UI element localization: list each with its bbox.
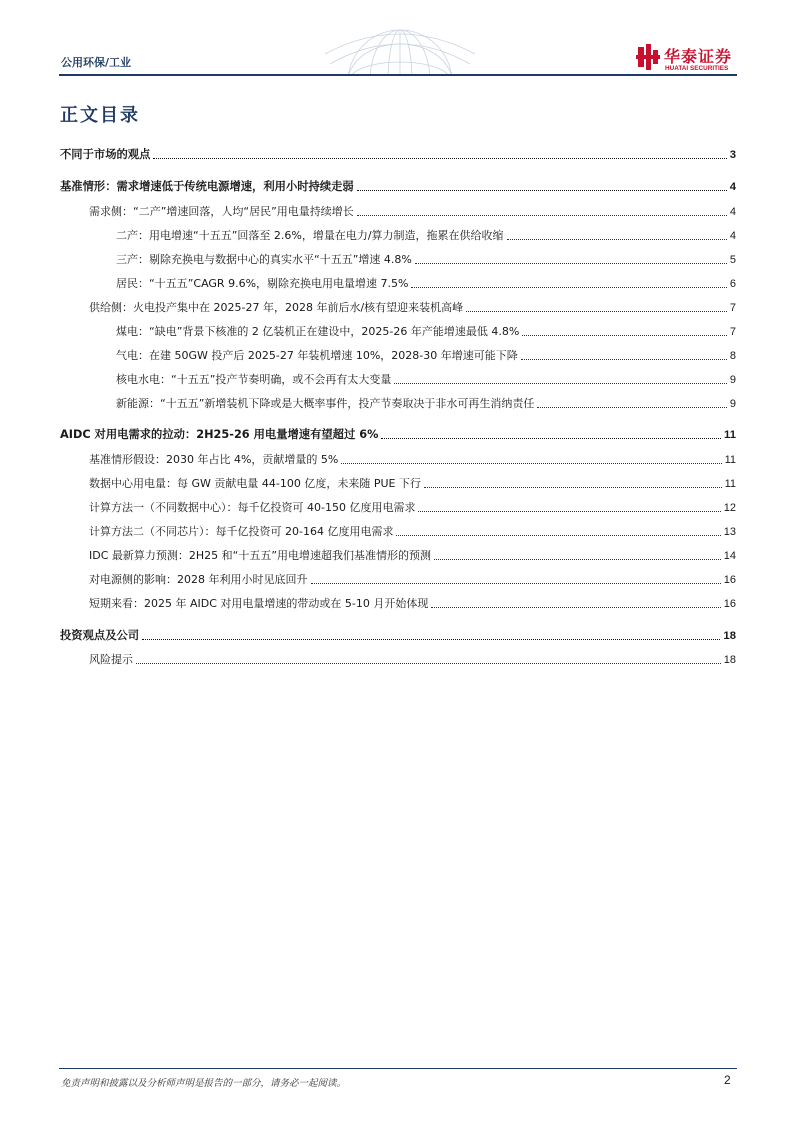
toc-entry-text: 风险提示 — [89, 653, 133, 666]
toc-entry-text: 核电水电：“十五五”投产节奏明确，或不会再有太大变量 — [116, 373, 392, 386]
toc-entry[interactable] — [116, 371, 736, 387]
toc-entry-text: 投资观点及公司 — [60, 629, 140, 642]
toc-entry-page: 11 — [724, 454, 736, 466]
toc-entry-page: 11 — [724, 429, 736, 441]
toc-entry-text: 新能源：“十五五”新增装机下降或是大概率事件，投产节奏取决于非水可再生消纳责任 — [116, 397, 535, 410]
toc-entry-page: 6 — [729, 278, 736, 290]
toc-leader — [142, 638, 720, 640]
toc-leader — [396, 534, 720, 536]
toc-entry[interactable] — [116, 227, 736, 243]
toc-entry-text: 供给侧：火电投产集中在 2025-27 年，2028 年前后水/核有望迎来装机高峰 — [89, 301, 464, 314]
toc-leader — [434, 558, 721, 560]
toc-entry-text: 计算方法二（不同芯片）：每千亿投资可 20-164 亿度用电需求 — [89, 525, 394, 538]
toc-entry-page: 4 — [729, 181, 736, 193]
toc-entry[interactable] — [89, 523, 736, 539]
toc-entry-text: 短期来看：2025 年 AIDC 对用电量增速的带动或在 5-10 月开始体现 — [89, 597, 429, 610]
toc-entry-text: 对电源侧的影响：2028 年利用小时见底回升 — [89, 573, 308, 586]
toc-leader — [136, 662, 721, 664]
toc-entry[interactable] — [60, 146, 736, 162]
toc-entry[interactable] — [116, 251, 736, 267]
toc-entry[interactable] — [89, 451, 736, 467]
toc-entry[interactable] — [89, 475, 736, 491]
toc-leader — [424, 486, 722, 488]
toc-entry-page: 12 — [723, 502, 736, 514]
toc-entry-page: 7 — [729, 302, 736, 314]
toc-entry-page: 11 — [724, 478, 736, 490]
toc-entry-text: 数据中心用电量：每 GW 贡献电量 44-100 亿度，未来随 PUE 下行 — [89, 477, 421, 490]
toc-leader — [466, 310, 727, 312]
footer-disclaimer: 免责声明和披露以及分析师声明是报告的一部分，请务必一起阅读。 — [61, 1078, 347, 1089]
header-divider — [59, 74, 737, 76]
toc-entry-text: 三产：剔除充换电与数据中心的真实水平“十五五”增速 4.8% — [116, 253, 412, 266]
toc-leader — [357, 214, 727, 216]
header-category: 公用环保/工业 — [61, 56, 132, 69]
huatai-logo-icon — [636, 44, 660, 70]
toc-entry-text: 需求侧：“二产”增速回落，人均“居民”用电量持续增长 — [89, 205, 354, 218]
toc-entry-page: 16 — [723, 598, 736, 610]
toc-leader — [341, 462, 721, 464]
toc-entry[interactable] — [89, 299, 736, 315]
toc-entry-page: 4 — [729, 206, 736, 218]
toc-leader — [415, 262, 727, 264]
toc-entry[interactable] — [116, 347, 736, 363]
toc-entry-page: 7 — [729, 326, 736, 338]
toc-leader — [522, 334, 727, 336]
toc-entry[interactable] — [60, 627, 736, 643]
toc-leader — [431, 606, 720, 608]
toc-leader — [357, 189, 727, 191]
toc-entry-text: 气电：在建 50GW 投产后 2025-27 年装机增速 10%，2028-30 年增速可能下降 — [116, 349, 518, 362]
toc-entry[interactable] — [89, 203, 736, 219]
logo-text-en: HUATAI SECURITIES — [665, 65, 729, 72]
toc-entry-text: 居民：“十五五”CAGR 9.6%，剔除充换电用电量增速 7.5% — [116, 277, 409, 290]
toc-entry[interactable] — [60, 426, 736, 442]
toc-leader — [394, 382, 726, 384]
toc-leader — [521, 358, 727, 360]
toc-entry[interactable] — [89, 595, 736, 611]
logo-text-cn: 华泰证券 — [664, 47, 733, 66]
toc-entry-page: 16 — [723, 574, 736, 586]
toc-leader — [537, 406, 726, 408]
toc-leader — [381, 437, 721, 439]
toc-entry[interactable] — [89, 547, 736, 563]
toc-entry-page: 13 — [723, 526, 736, 538]
toc-entry-text: 计算方法一（不同数据中心）：每千亿投资可 40-150 亿度用电需求 — [89, 501, 416, 514]
toc-title: 正文目录 — [60, 105, 140, 126]
toc-entry-text: 二产：用电增速“十五五”回落至 2.6%，增量在电力/算力制造，拖累在供给收缩 — [116, 229, 504, 242]
toc-entry-page: 14 — [723, 550, 736, 562]
page-number: 2 — [724, 1073, 731, 1087]
toc-entry[interactable] — [89, 571, 736, 587]
toc-entry-page: 18 — [723, 630, 736, 642]
toc-entry[interactable] — [116, 395, 736, 411]
footer-divider — [59, 1068, 737, 1069]
toc-entry[interactable] — [116, 323, 736, 339]
toc-leader — [507, 238, 727, 240]
toc-entry-page: 18 — [723, 654, 736, 666]
toc-entry-text: 煤电：“缺电”背景下核准的 2 亿装机正在建设中，2025-26 年产能增速最低 4.8% — [116, 325, 520, 338]
toc-entry-page: 4 — [729, 230, 736, 242]
toc-entry-page: 3 — [729, 149, 736, 161]
toc-entry[interactable] — [60, 178, 736, 194]
toc-entry-text: 基准情形假设：2030 年占比 4%，贡献增量的 5% — [89, 453, 339, 466]
toc-leader — [418, 510, 720, 512]
toc-entry-text: 基准情形：需求增速低于传统电源增速，利用小时持续走弱 — [60, 180, 354, 193]
toc-leader — [411, 286, 726, 288]
toc-entry-page: 9 — [729, 374, 736, 386]
toc-entry[interactable] — [89, 651, 736, 667]
toc-leader — [311, 582, 721, 584]
toc-entry-page: 9 — [729, 398, 736, 410]
toc-entry-text: AIDC 对用电需求的拉动：2H25-26 用电量增速有望超过 6% — [60, 428, 379, 441]
toc-entry-page: 5 — [729, 254, 736, 266]
toc-entry[interactable] — [89, 499, 736, 515]
toc-entry-text: IDC 最新算力预测：2H25 和“十五五”用电增速超我们基准情形的预测 — [89, 549, 432, 562]
toc-entry[interactable] — [116, 275, 736, 291]
toc-entry-text: 不同于市场的观点 — [60, 148, 151, 161]
globe-watermark-icon — [325, 24, 475, 76]
toc-leader — [153, 157, 726, 159]
toc-entry-page: 8 — [729, 350, 736, 362]
